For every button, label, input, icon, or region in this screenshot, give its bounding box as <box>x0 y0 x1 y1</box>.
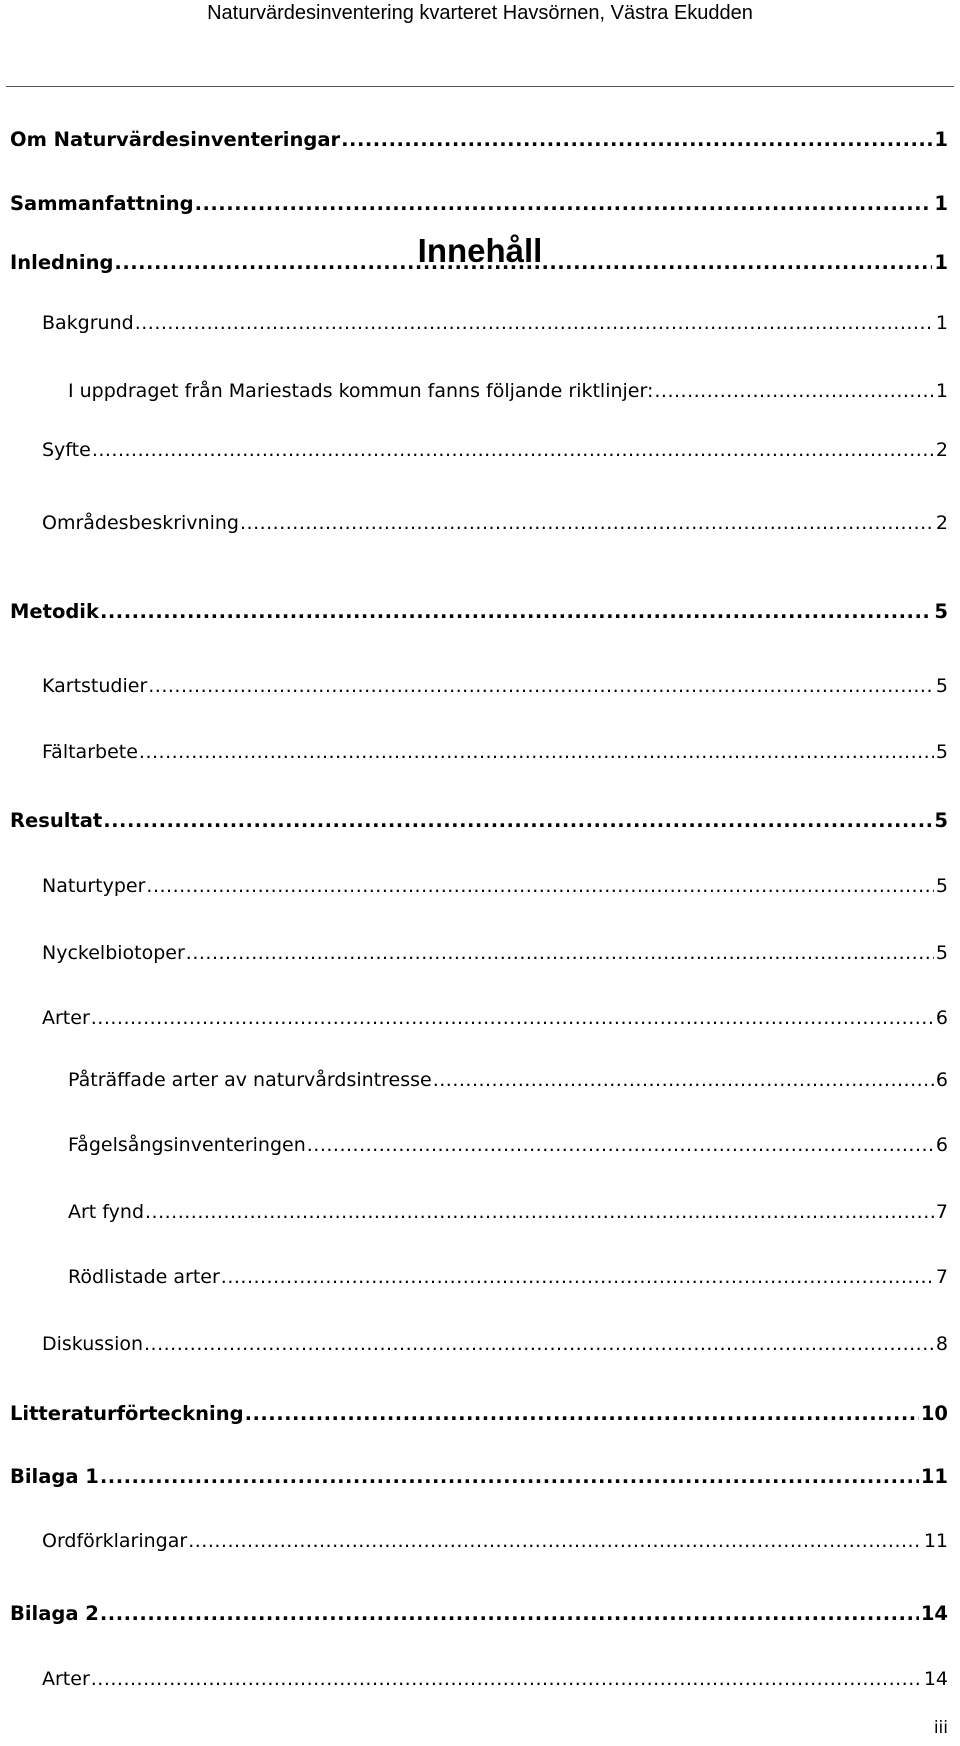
toc-entry-page: 14 <box>923 1668 948 1691</box>
toc-leader <box>100 1464 919 1490</box>
header-divider <box>6 86 954 87</box>
toc-entry-page: 2 <box>935 439 948 462</box>
toc-entry-page: 5 <box>935 874 948 897</box>
toc-entry-page: 11 <box>923 1529 948 1552</box>
toc-entry-page: 5 <box>934 600 948 624</box>
toc-entry-label: Fältarbete <box>42 741 138 764</box>
toc-entry-label: Ordförklaringar <box>42 1529 188 1552</box>
toc-entry-page: 1 <box>934 191 948 215</box>
toc-leader <box>341 127 932 153</box>
toc-leader <box>139 739 934 765</box>
toc-entry-ordforklaringar[interactable] <box>42 1528 948 1554</box>
toc-leader <box>307 1132 934 1158</box>
toc-leader <box>91 1005 934 1031</box>
toc-leader <box>240 510 934 536</box>
toc-entry-nyckelbiotoper[interactable] <box>42 940 948 966</box>
toc-entry-page: 6 <box>935 1006 948 1029</box>
toc-entry-riktlinjer[interactable] <box>68 378 948 404</box>
toc-entry-label: Bilaga 1 <box>10 1465 99 1489</box>
toc-leader <box>114 250 932 276</box>
toc-leader <box>245 1401 919 1427</box>
toc-entry-rodlistade-arter[interactable] <box>68 1264 948 1290</box>
toc-entry-page: 8 <box>935 1332 948 1355</box>
toc-entry-page: 1 <box>934 250 948 274</box>
toc-leader <box>146 873 933 899</box>
toc-entry-label: Naturtyper <box>42 874 146 897</box>
toc-entry-label: Områdesbeskrivning <box>42 512 239 535</box>
toc-entry-sammanfattning[interactable] <box>10 191 948 217</box>
toc-entry-label: Bilaga 2 <box>10 1602 99 1626</box>
toc-entry-label: Syfte <box>42 439 91 462</box>
toc-leader <box>135 310 934 336</box>
toc-entry-kartstudier[interactable] <box>42 673 948 699</box>
toc-leader <box>91 1666 922 1692</box>
toc-entry-arter-bilaga[interactable] <box>42 1666 948 1692</box>
toc-entry-metodik[interactable] <box>10 599 948 625</box>
toc-entry-label: Metodik <box>10 600 99 624</box>
toc-entry-page: 5 <box>935 674 948 697</box>
toc-entry-litteraturforteckning[interactable] <box>10 1401 948 1427</box>
toc-leader <box>148 673 934 699</box>
toc-entry-page: 1 <box>934 128 948 152</box>
toc-leader <box>100 1601 919 1627</box>
toc-entry-label: Bakgrund <box>42 312 134 335</box>
toc-entry-bilaga-2[interactable] <box>10 1601 948 1627</box>
toc-entry-page: 5 <box>935 941 948 964</box>
toc-entry-naturtyper[interactable] <box>42 873 948 899</box>
toc-entry-label: Arter <box>42 1006 90 1029</box>
toc-entry-label: Art fynd <box>68 1200 144 1223</box>
toc-entry-faltarbete[interactable] <box>42 739 948 765</box>
toc-leader <box>186 940 934 966</box>
toc-entry-page: 2 <box>935 512 948 535</box>
toc-entry-omradesbeskrivning[interactable] <box>42 510 948 536</box>
toc-entry-inledning[interactable] <box>10 250 948 276</box>
toc-leader <box>195 191 933 217</box>
toc-entry-fagelsangsinventeringen[interactable] <box>68 1132 948 1158</box>
toc-entry-page: 10 <box>920 1401 948 1425</box>
toc-entry-bakgrund[interactable] <box>42 310 948 336</box>
toc-leader <box>103 808 932 834</box>
toc-entry-syfte[interactable] <box>42 437 948 463</box>
toc-entry-label: Om Naturvärdesinventeringar <box>10 128 341 152</box>
toc-leader <box>92 437 934 463</box>
toc-entry-label: Nyckelbiotoper <box>42 941 185 964</box>
toc-entry-label: Inledning <box>10 250 114 274</box>
toc-entry-patraffade-arter[interactable] <box>68 1067 948 1093</box>
toc-entry-label: Påträffade arter av naturvårdsintresse <box>68 1068 432 1091</box>
toc-entry-label: I uppdraget från Mariestads kommun fanns följande riktlinjer: <box>68 380 654 403</box>
toc-entry-label: Resultat <box>10 808 103 832</box>
toc-leader <box>654 378 934 404</box>
toc-entry-label: Fågelsångsinventeringen <box>68 1134 306 1157</box>
toc-entry-om-naturvardesinventeringar[interactable] <box>10 127 948 153</box>
toc-entry-label: Sammanfattning <box>10 191 194 215</box>
toc-entry-art-fynd[interactable] <box>68 1199 948 1225</box>
toc-entry-label: Diskussion <box>42 1332 144 1355</box>
toc-entry-page: 14 <box>920 1602 948 1626</box>
toc-entry-bilaga-1[interactable] <box>10 1464 948 1490</box>
toc-title: Innehåll <box>417 232 543 269</box>
toc-entry-page: 7 <box>935 1200 948 1223</box>
toc-entry-resultat[interactable] <box>10 808 948 834</box>
toc-entry-arter[interactable] <box>42 1005 948 1031</box>
toc-entry-label: Rödlistade arter <box>68 1266 220 1289</box>
toc-entry-page: 1 <box>935 380 948 403</box>
toc-entry-diskussion[interactable] <box>42 1331 948 1357</box>
toc-entry-page: 1 <box>935 312 948 335</box>
toc-entry-page: 6 <box>935 1068 948 1091</box>
toc-leader <box>433 1067 934 1093</box>
toc-entry-page: 7 <box>935 1266 948 1289</box>
toc-leader <box>188 1528 922 1554</box>
toc-entry-page: 6 <box>935 1134 948 1157</box>
running-header: Naturvärdesinventering kvarteret Havsörnen, Västra Ekudden <box>207 2 753 24</box>
toc-entry-label: Kartstudier <box>42 674 148 697</box>
toc-leader <box>221 1264 934 1290</box>
page-number: iii <box>933 1718 948 1738</box>
toc-leader <box>144 1331 934 1357</box>
toc-entry-label: Arter <box>42 1668 90 1691</box>
toc-entry-page: 5 <box>935 741 948 764</box>
toc-entry-label: Litteraturförteckning <box>10 1401 244 1425</box>
toc-leader <box>100 599 932 625</box>
toc-entry-page: 11 <box>920 1465 948 1489</box>
toc-leader <box>145 1199 934 1225</box>
toc-entry-page: 5 <box>934 808 948 832</box>
